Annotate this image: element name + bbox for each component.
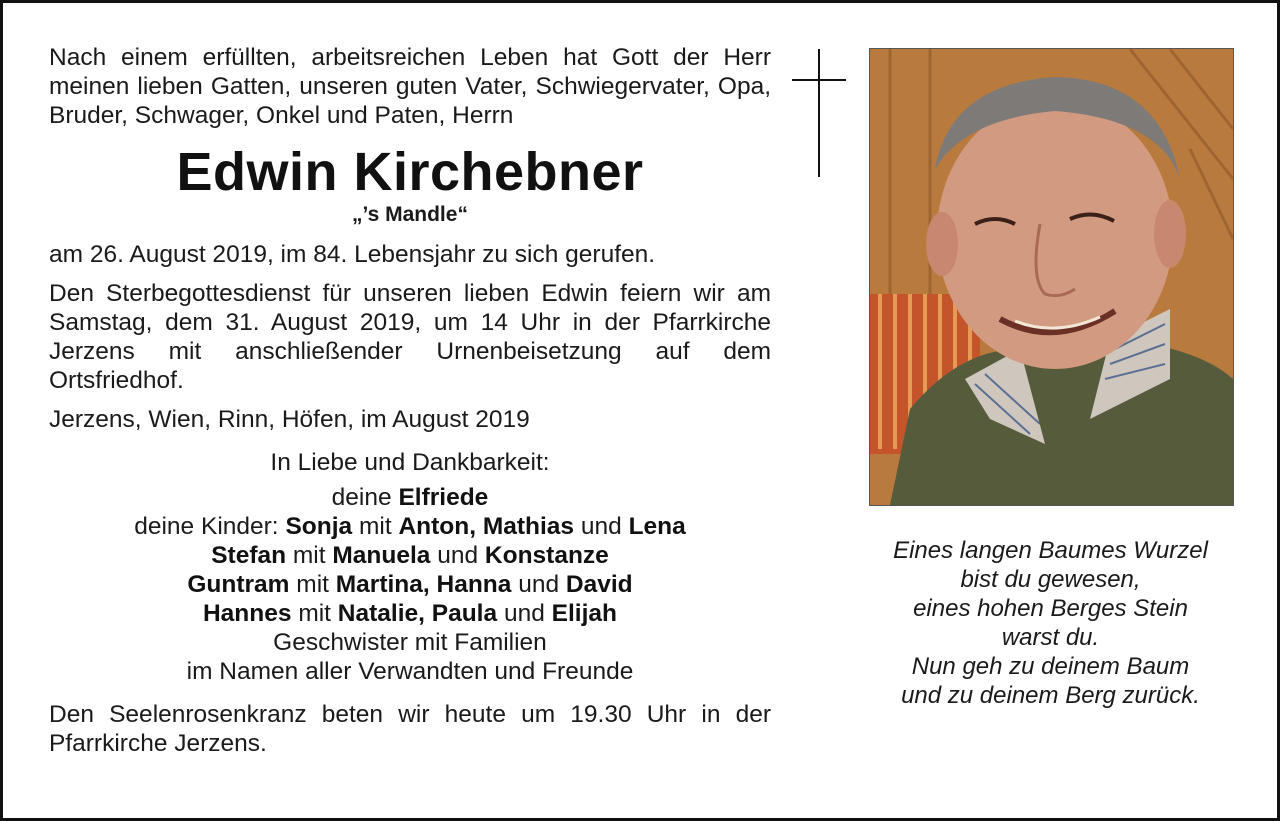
places-line: Jerzens, Wien, Rinn, Höfen, im August 2019 <box>49 406 530 433</box>
memorial-verse <box>869 536 1232 710</box>
verse-line: bist du gewesen, <box>960 566 1141 593</box>
cross-icon <box>792 49 846 177</box>
service-paragraph: Den Sterbegottesdienst für unseren lieben Edwin feiern wir am Samstag, dem 31. August 2019, um 14 Uhr in der Pfarrkirche Jerzens mit anschließender Urnenbeisetzung auf dem Ortsfriedhof. <box>49 280 771 394</box>
date-line: am 26. August 2019, im 84. Lebensjahr zu sich gerufen. <box>49 241 656 268</box>
verse-line: eines hohen Berges Stein <box>913 595 1188 622</box>
obituary-text-column <box>49 43 771 758</box>
rosary-paragraph: Den Seelenrosenkranz beten wir heute um 19.30 Uhr in der Pfarrkirche Jerzens. <box>49 701 771 757</box>
intro-paragraph: Nach einem erfüllten, arbeitsreichen Leben hat Gott der Herr meinen lieben Gatten, unseren guten Vater, Schwiegervater, Opa, Bruder, Schwager, Onkel und Paten, Herrn <box>49 44 771 129</box>
portrait-photo <box>869 48 1234 506</box>
mourner-kids-line-4: Hannes mit Natalie, Paula und Elijah <box>202 600 617 627</box>
mourner-siblings: Geschwister mit Familien <box>273 629 547 656</box>
verse-line: warst du. <box>1001 624 1100 651</box>
verse-line: Nun geh zu deinem Baum <box>911 653 1190 680</box>
mourner-wife: deine Elfriede <box>331 484 489 511</box>
mourner-kids-line-2: Stefan mit Manuela und Konstanze <box>211 542 609 569</box>
verse-line: und zu deinem Berg zurück. <box>901 682 1200 709</box>
verse-line: Eines langen Baumes Wurzel <box>893 537 1208 564</box>
deceased-name: Edwin Kirchebner <box>176 142 644 202</box>
mourners-intro: In Liebe und Dankbarkeit: <box>270 449 550 476</box>
mourner-relatives: im Namen aller Verwandten und Freunde <box>186 658 634 685</box>
nickname: „’s Mandle“ <box>352 203 468 226</box>
mourners-block <box>49 448 771 686</box>
mourner-kids-line-3: Guntram mit Martina, Hanna und David <box>187 571 633 598</box>
mourner-kids-line-1: deine Kinder: Sonja mit Anton, Mathias und Lena <box>134 513 686 540</box>
